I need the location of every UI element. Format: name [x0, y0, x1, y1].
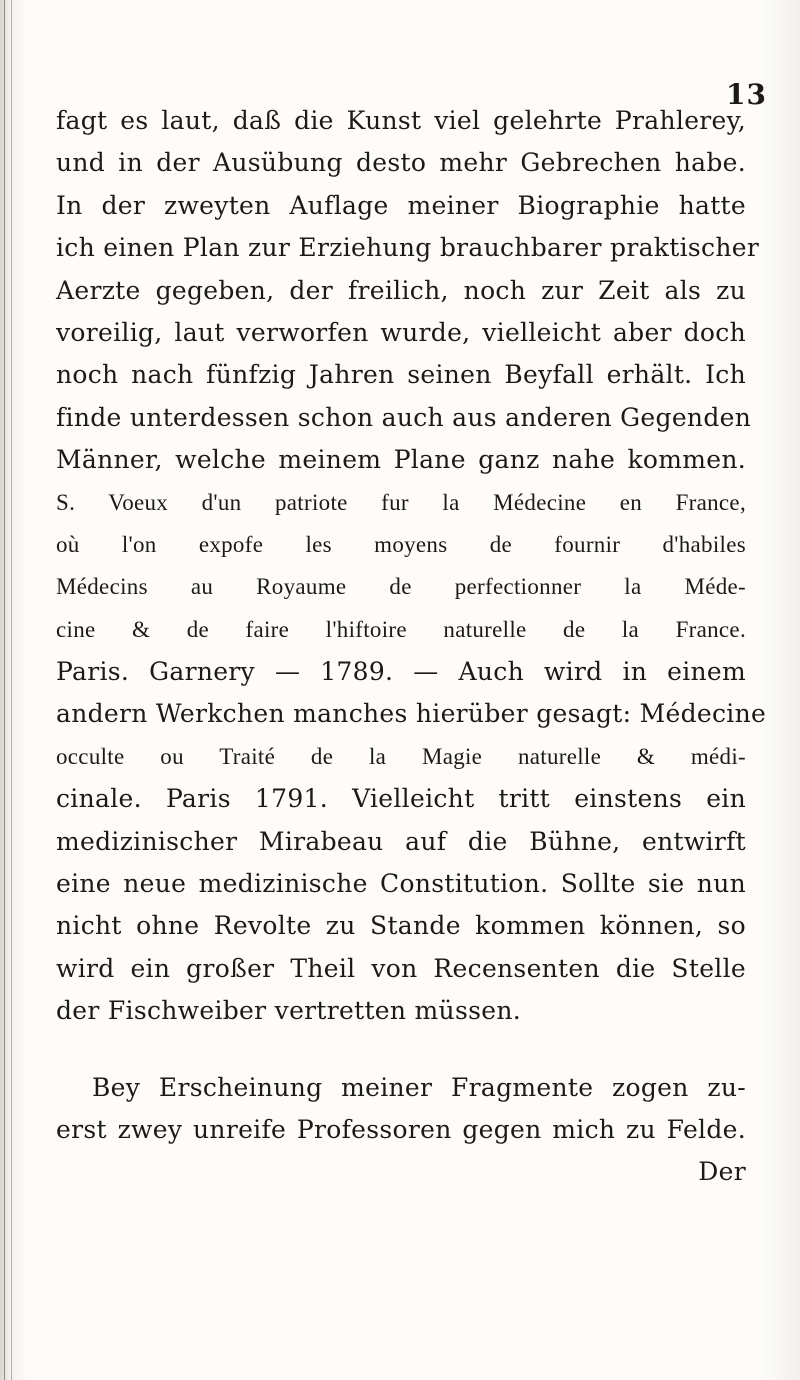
- text-line: In der zweyten Auflage meiner Biographie hatte: [56, 190, 746, 220]
- text-line: wird ein großer Theil von Recensenten die Stelle: [56, 953, 746, 983]
- text-line: Bey Erscheinung meiner Fragmente zogen zu-: [92, 1072, 746, 1102]
- text-line: fagt es laut, daß die Kunst viel gelehrte Prahlerey,: [56, 106, 746, 135]
- text-line: Männer, welche meinem Plane ganz nahe kommen.: [56, 445, 746, 475]
- text-line: finde unterdessen schon auch aus anderen Gegenden: [56, 402, 752, 432]
- text-line: noch nach fünfzig Jahren seinen Beyfall erhält. Ich: [56, 360, 746, 390]
- text-line: ich einen Plan zur Erziehung brauchbarer praktischer: [56, 233, 760, 263]
- text-line: voreilig, laut verworfen wurde, vielleicht aber doch: [56, 317, 746, 347]
- text-line: cinale. Paris 1791. Vielleicht tritt einstens ein: [56, 784, 746, 814]
- text-line: Médecins au Royaume de perfectionner la Méde-: [56, 574, 746, 600]
- page-edge-line: [11, 0, 12, 1380]
- text-line: eine neue medizinische Constitution. Sollte sie nun: [56, 869, 746, 899]
- text-line: cine & de faire l'hiftoire naturelle de la France.: [56, 616, 746, 642]
- text-line: medizinischer Mirabeau auf die Bühne, entwirft: [56, 826, 746, 856]
- text-line: der Fischweiber vertretten müssen.: [56, 996, 521, 1026]
- text-line: erst zwey unreife Professoren gegen mich zu Felde.: [56, 1114, 746, 1144]
- page-number: 13: [726, 78, 767, 111]
- text-line: S. Voeux d'un patriote fur la Médecine en France,: [56, 489, 746, 515]
- text-line: andern Werkchen manches hierüber gesagt: Médecine: [56, 699, 767, 729]
- page-edge-line: [4, 0, 5, 1380]
- text-line: où l'on expofe les moyens de fournir d'habiles: [56, 531, 746, 557]
- catchword: Der: [698, 1157, 746, 1187]
- body-text: [56, 100, 767, 1194]
- text-line: occulte ou Traité de la Magie naturelle & médi-: [56, 743, 746, 769]
- text-line: Paris. Garnery — 1789. — Auch wird in einem: [56, 657, 746, 687]
- text-line: und in der Ausübung desto mehr Gebrechen habe.: [56, 148, 746, 178]
- text-line: nicht ohne Revolte zu Stande kommen können, so: [56, 911, 746, 941]
- text-line: Aerzte gegeben, der freilich, noch zur Zeit als zu: [56, 275, 746, 305]
